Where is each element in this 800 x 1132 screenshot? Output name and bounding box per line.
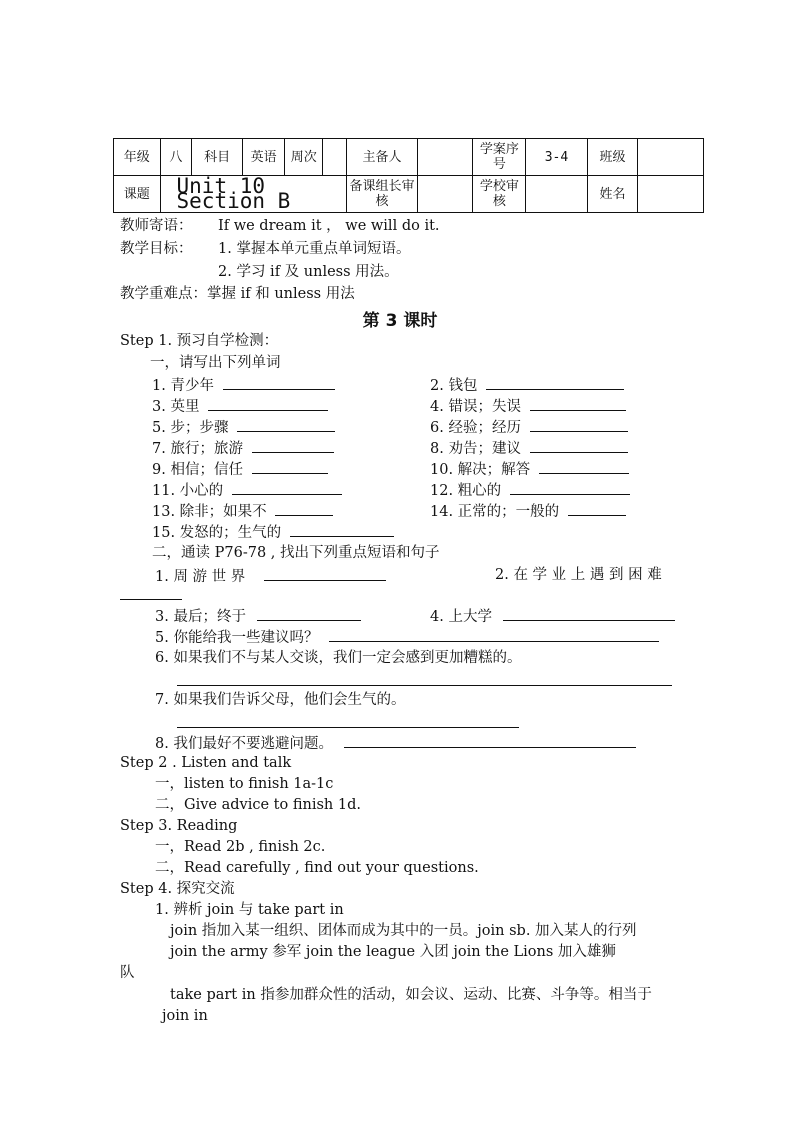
take-part-definition: take part in 指参加群众性的活动，如会议、运动、比赛、斗争等。相当于 xyxy=(170,987,652,1003)
word-item-4: 4. 错误；失误 xyxy=(430,396,626,416)
sentence-item-6: 6. 如果我们不与某人交谈，我们一定会感到更加糟糕的。 xyxy=(155,650,522,666)
sentence-item-8: 8. 我们最好不要逃避问题。 xyxy=(155,733,636,753)
word-item-5: 5. 步；步骤 xyxy=(152,417,335,437)
word-item-11: 11. 小心的 xyxy=(152,480,342,500)
school-review-label: 学校审核 xyxy=(473,176,526,213)
step4-item-1: 1. 辨析 join 与 take part in xyxy=(155,902,344,918)
phrase-item-3: 3. 最后；终于 xyxy=(155,606,361,626)
subject-label: 科目 xyxy=(192,139,243,176)
word-item-6: 6. 经验；经历 xyxy=(430,417,628,437)
name-label: 姓名 xyxy=(587,176,638,213)
goal-1: 1. 掌握本单元重点单词短语。 xyxy=(218,241,411,257)
week-label: 周次 xyxy=(285,139,323,176)
answer-blank[interactable] xyxy=(510,480,630,495)
word-item-8: 8. 劝告；建议 xyxy=(430,438,628,458)
join-definition: join 指加入某一组织、团体而成为其中的一员。join sb. 加入某人的行列 xyxy=(170,923,637,939)
phrase-item-2: 2. 在 学 业 上 遇 到 困 难 xyxy=(495,567,662,583)
answer-blank[interactable] xyxy=(275,501,333,516)
word-item-12: 12. 粗心的 xyxy=(430,480,630,500)
answer-blank[interactable] xyxy=(177,671,672,686)
step1-part2-title: 二，通读 P76-78 , 找出下列重点短语和句子 xyxy=(152,545,440,561)
answer-blank[interactable] xyxy=(539,459,629,474)
subject-value: 英语 xyxy=(242,139,284,176)
phrase-item-4: 4. 上大学 xyxy=(430,606,675,626)
group-review-value xyxy=(418,176,473,213)
answer-blank[interactable] xyxy=(530,438,628,453)
topic-label: 课题 xyxy=(114,176,161,213)
word-item-15: 15. 发怒的；生气的 xyxy=(152,522,394,542)
answer-blank[interactable] xyxy=(257,606,361,621)
word-item-9: 9. 相信；信任 xyxy=(152,459,328,479)
step4-title: Step 4. 探究交流 xyxy=(120,881,235,897)
step3-title: Step 3. Reading xyxy=(120,818,238,834)
week-value xyxy=(323,139,346,176)
key-points: 教学重难点：掌握 if 和 unless 用法 xyxy=(120,286,355,302)
answer-blank[interactable] xyxy=(344,733,636,748)
word-item-10: 10. 解决；解答 xyxy=(430,459,629,479)
preparer-label: 主备人 xyxy=(346,139,418,176)
answer-blank[interactable] xyxy=(120,585,182,600)
grade-label: 年级 xyxy=(114,139,161,176)
answer-blank[interactable] xyxy=(503,606,675,621)
group-review-label: 备课组长审核 xyxy=(346,176,418,213)
header-table xyxy=(113,138,704,213)
answer-blank[interactable] xyxy=(530,396,626,411)
word-item-7: 7. 旅行；旅游 xyxy=(152,438,334,458)
answer-blank[interactable] xyxy=(252,459,328,474)
answer-blank[interactable] xyxy=(223,375,335,390)
step3-item-2: 二，Read carefully , find out your questions. xyxy=(155,860,479,876)
answer-blank[interactable] xyxy=(329,627,659,642)
word-item-3: 3. 英里 xyxy=(152,396,328,416)
name-value xyxy=(638,176,704,213)
sentence-item-7: 7. 如果我们告诉父母，他们会生气的。 xyxy=(155,692,406,708)
phrase-item-1: 1. 周 游 世 界 xyxy=(155,566,386,586)
answer-blank[interactable] xyxy=(290,522,394,537)
lesson-title: 第 3 课时 xyxy=(362,311,438,331)
step1-part1-title: 一，请写出下列单词 xyxy=(150,355,281,371)
school-review-value xyxy=(526,176,587,213)
answer-blank[interactable] xyxy=(486,375,624,390)
motto-label: 教师寄语： xyxy=(120,218,193,234)
goal-2: 2. 学习 if 及 unless 用法。 xyxy=(218,264,399,280)
take-part-cont: join in xyxy=(162,1008,208,1024)
answer-blank[interactable] xyxy=(252,438,334,453)
word-item-13: 13. 除非；如果不 xyxy=(152,501,333,521)
word-item-1: 1. 青少年 xyxy=(152,375,335,395)
answer-blank[interactable] xyxy=(177,713,519,728)
answer-blank[interactable] xyxy=(232,480,342,495)
plan-number-label: 学案序号 xyxy=(473,139,526,176)
preparer-value xyxy=(418,139,473,176)
join-examples-cont: 队 xyxy=(120,965,135,981)
step3-item-1: 一，Read 2b , finish 2c. xyxy=(155,839,326,855)
class-value xyxy=(638,139,704,176)
word-item-2: 2. 钱包 xyxy=(430,375,624,395)
word-item-14: 14. 正常的；一般的 xyxy=(430,501,626,521)
step2-item-1: 一，listen to finish 1a-1c xyxy=(155,776,334,792)
answer-blank[interactable] xyxy=(568,501,626,516)
class-label: 班级 xyxy=(587,139,638,176)
step1-title: Step 1. 预习自学检测： xyxy=(120,333,279,349)
join-examples: join the army 参军 join the league 入团 join the Lions 加入雄狮 xyxy=(170,944,616,960)
topic-value: Unit 10 Section B xyxy=(160,176,346,213)
grade-value: 八 xyxy=(160,139,192,176)
step2-title: Step 2 . Listen and talk xyxy=(120,755,292,771)
answer-blank[interactable] xyxy=(264,566,386,581)
motto-text: If we dream it ， we will do it. xyxy=(218,218,440,234)
answer-blank[interactable] xyxy=(208,396,328,411)
plan-number-value: 3-4 xyxy=(526,139,587,176)
sentence-item-5: 5. 你能给我一些建议吗？ xyxy=(155,627,659,647)
goals-label: 教学目标： xyxy=(120,241,193,257)
answer-blank[interactable] xyxy=(237,417,335,432)
answer-blank[interactable] xyxy=(530,417,628,432)
step2-item-2: 二，Give advice to finish 1d. xyxy=(155,797,361,813)
